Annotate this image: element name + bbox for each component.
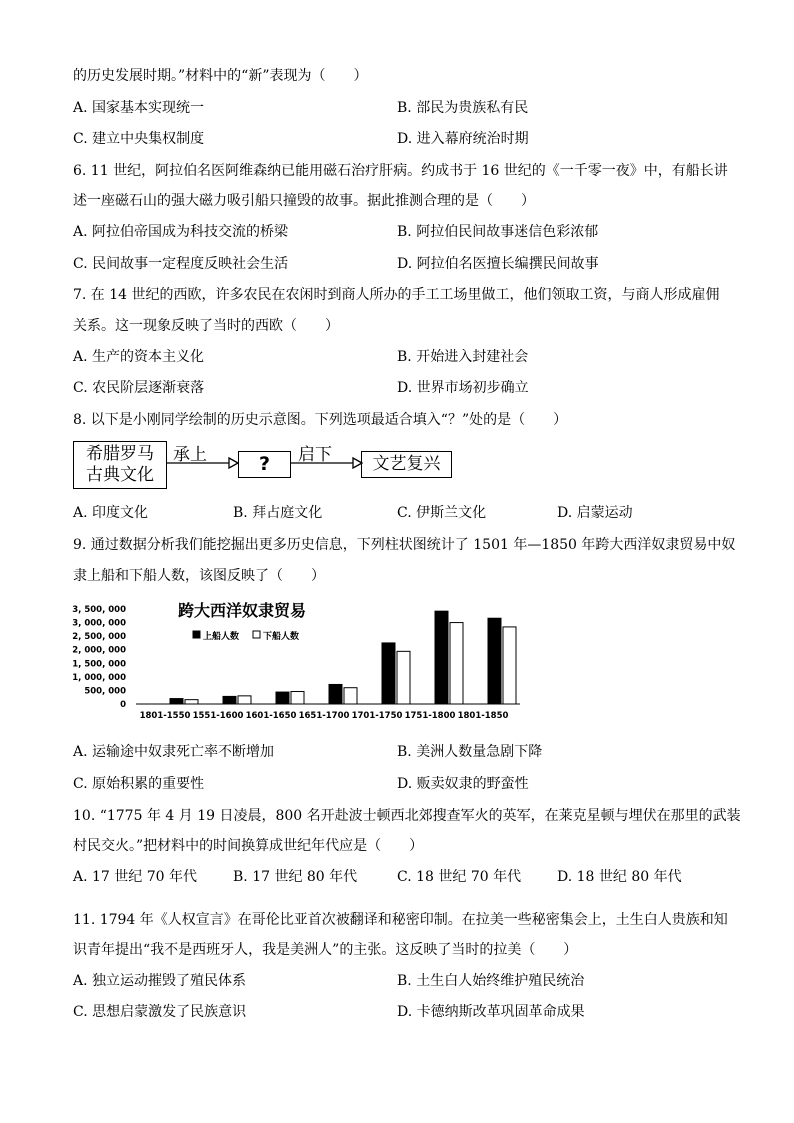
q10-option-b: B. 17 世纪 80 年代 [233, 869, 358, 885]
y-tick-label: 1, 500, 000 [72, 659, 126, 670]
bar-boarded [276, 692, 289, 704]
legend-swatch-boarded [193, 631, 200, 638]
bar-landed [503, 627, 516, 704]
flow-box-classical [73, 441, 167, 489]
q8-option-a: A. 印度文化 [73, 505, 149, 521]
x-axis-ticks [140, 711, 509, 721]
q10-stem-line1: 10. “1775 年 4 月 19 日凌晨，800 名开赴波士顿西北郊搜查军火的英军，在莱克星顿与埋伏在那里的武装 [73, 808, 741, 824]
q9-stem-line1: 9. 通过数据分析我们能挖掘出更多历史信息，下列柱状图统计了 1501 年—1850 年跨大西洋奴隶贸易中奴 [73, 537, 736, 553]
q5-option-a: A. 国家基本实现统一 [73, 100, 205, 116]
bar-landed [185, 700, 198, 704]
x-tick-label: 1551-1600 [192, 711, 244, 721]
q9-option-a: A. 运输途中奴隶死亡率不断增加 [73, 744, 275, 760]
q10-option-a: A. 17 世纪 70 年代 [73, 869, 197, 885]
flow-box-renaissance: 文艺复兴 [361, 451, 452, 478]
q7-stem-line2: 关系。这一现象反映了当时的西欧（ ） [73, 318, 339, 334]
q7-stem-line1: 7. 在 14 世纪的西欧，许多农民在农闲时到商人所办的手工工场里做工，他们领取工资，与商人形成雇佣 [73, 287, 720, 303]
arrow-right-icon [167, 453, 239, 473]
chart-bars [170, 611, 516, 704]
slave-trade-bar-chart [70, 596, 530, 726]
q10-option-c: C. 18 世纪 70 年代 [397, 869, 522, 885]
bar-landed [238, 696, 251, 704]
q6-option-a: A. 阿拉伯帝国成为科技交流的桥梁 [73, 224, 289, 240]
x-tick-label: 1701-1750 [351, 711, 403, 721]
y-tick-label: 3, 500, 000 [72, 605, 126, 615]
x-tick-label: 1801-1550 [139, 711, 191, 721]
legend-label-landed: 下船人数 [263, 632, 300, 642]
arrow-right-icon [291, 453, 363, 473]
q8-stem: 8. 以下是小刚同学绘制的历史示意图。下列选项最适合填入“？”处的是（ ） [73, 412, 568, 428]
bar-landed [397, 651, 410, 704]
arrow2-label: 启下 [298, 445, 332, 465]
x-tick-label: 1751-1800 [404, 711, 456, 721]
q5-option-b: B. 部民为贵族私有民 [397, 100, 529, 116]
q8-option-d: D. 启蒙运动 [557, 505, 633, 521]
q5-option-c: C. 建立中央集权制度 [73, 131, 205, 147]
y-tick-label: 0 [120, 700, 126, 710]
chart-legend [193, 630, 299, 642]
bar-boarded [223, 696, 236, 704]
y-tick-label: 1, 000, 000 [72, 672, 126, 683]
q6-stem-line2: 述一座磁石山的强大磁力吸引船只撞毁的故事。据此推测合理的是（ ） [73, 193, 535, 209]
q8-option-c: C. 伊斯兰文化 [397, 505, 487, 521]
legend-swatch-landed [253, 631, 260, 638]
q10-stem-line2: 村民交火。”把材料中的时间换算成世纪年代应是（ ） [73, 838, 424, 854]
bar-boarded [382, 643, 395, 704]
q5-option-d: D. 进入幕府统治时期 [397, 131, 529, 147]
legend-label-boarded: 上船人数 [203, 632, 240, 642]
y-tick-label: 2, 000, 000 [72, 645, 126, 656]
q9-option-b: B. 美洲人数量急剧下降 [397, 744, 543, 760]
q8-option-b: B. 拜占庭文化 [233, 505, 323, 521]
q11-option-d: D. 卡德纳斯改革巩固革命成果 [397, 1004, 585, 1020]
y-tick-label: 3, 000, 000 [72, 618, 126, 629]
q11-option-b: B. 土生白人始终维护殖民统治 [397, 973, 585, 989]
q11-option-c: C. 思想启蒙激发了民族意识 [73, 1004, 247, 1020]
bar-boarded [488, 618, 501, 704]
y-axis-ticks [72, 605, 126, 710]
x-tick-label: 1651-1700 [298, 711, 350, 721]
arrow1-label: 承上 [173, 445, 207, 465]
y-tick-label: 500, 000 [84, 686, 126, 697]
bar-boarded [329, 684, 342, 704]
x-tick-label: 1801-1850 [457, 711, 509, 721]
q6-option-b: B. 阿拉伯民间故事迷信色彩浓郁 [397, 224, 599, 240]
q7-option-d: D. 世界市场初步确立 [397, 380, 529, 396]
q11-stem-line2: 识青年提出“我不是西班牙人，我是美洲人”的主张。这反映了当时的拉美（ ） [73, 942, 578, 958]
bar-landed [450, 623, 463, 704]
bar-boarded [435, 611, 448, 704]
q7-option-b: B. 开始进入封建社会 [397, 349, 529, 365]
q9-stem-line2: 隶上船和下船人数，该图反映了（ ） [73, 568, 325, 584]
y-tick-label: 2, 500, 000 [72, 632, 126, 643]
q9-option-c: C. 原始积累的重要性 [73, 776, 205, 792]
bar-boarded [170, 699, 183, 704]
q10-option-d: D. 18 世纪 80 年代 [557, 869, 682, 885]
bar-landed [291, 692, 304, 704]
q7-option-c: C. 农民阶层逐渐衰落 [73, 380, 205, 396]
q7-option-a: A. 生产的资本主义化 [73, 349, 205, 365]
flow-box-classical-line2: 古典文化 [86, 465, 154, 485]
q11-option-a: A. 独立运动摧毁了殖民体系 [73, 973, 247, 989]
x-tick-label: 1601-1650 [245, 711, 297, 721]
bar-landed [344, 688, 357, 704]
q9-option-d: D. 贩卖奴隶的野蛮性 [397, 776, 529, 792]
q6-stem-line1: 6. 11 世纪，阿拉伯名医阿维森纳已能用磁石治疗肝病。约成书于 16 世纪的《一千零一夜》中，有船长讲 [73, 163, 728, 179]
q11-stem-line1: 11. 1794 年《人权宣言》在哥伦比亚首次被翻译和秘密印制。在拉美一些秘密集会上，土生白人贵族和知 [73, 912, 728, 928]
q6-option-d: D. 阿拉伯名医擅长编撰民间故事 [397, 256, 599, 272]
flow-box-classical-line1: 希腊罗马 [86, 444, 154, 464]
flow-box-unknown: ? [238, 451, 291, 478]
chart-title: 跨大西洋奴隶贸易 [178, 601, 307, 620]
q5-stem-tail: 的历史发展时期。”材料中的“新”表现为（ ） [73, 68, 368, 84]
q6-option-c: C. 民间故事一定程度反映社会生活 [73, 256, 289, 272]
